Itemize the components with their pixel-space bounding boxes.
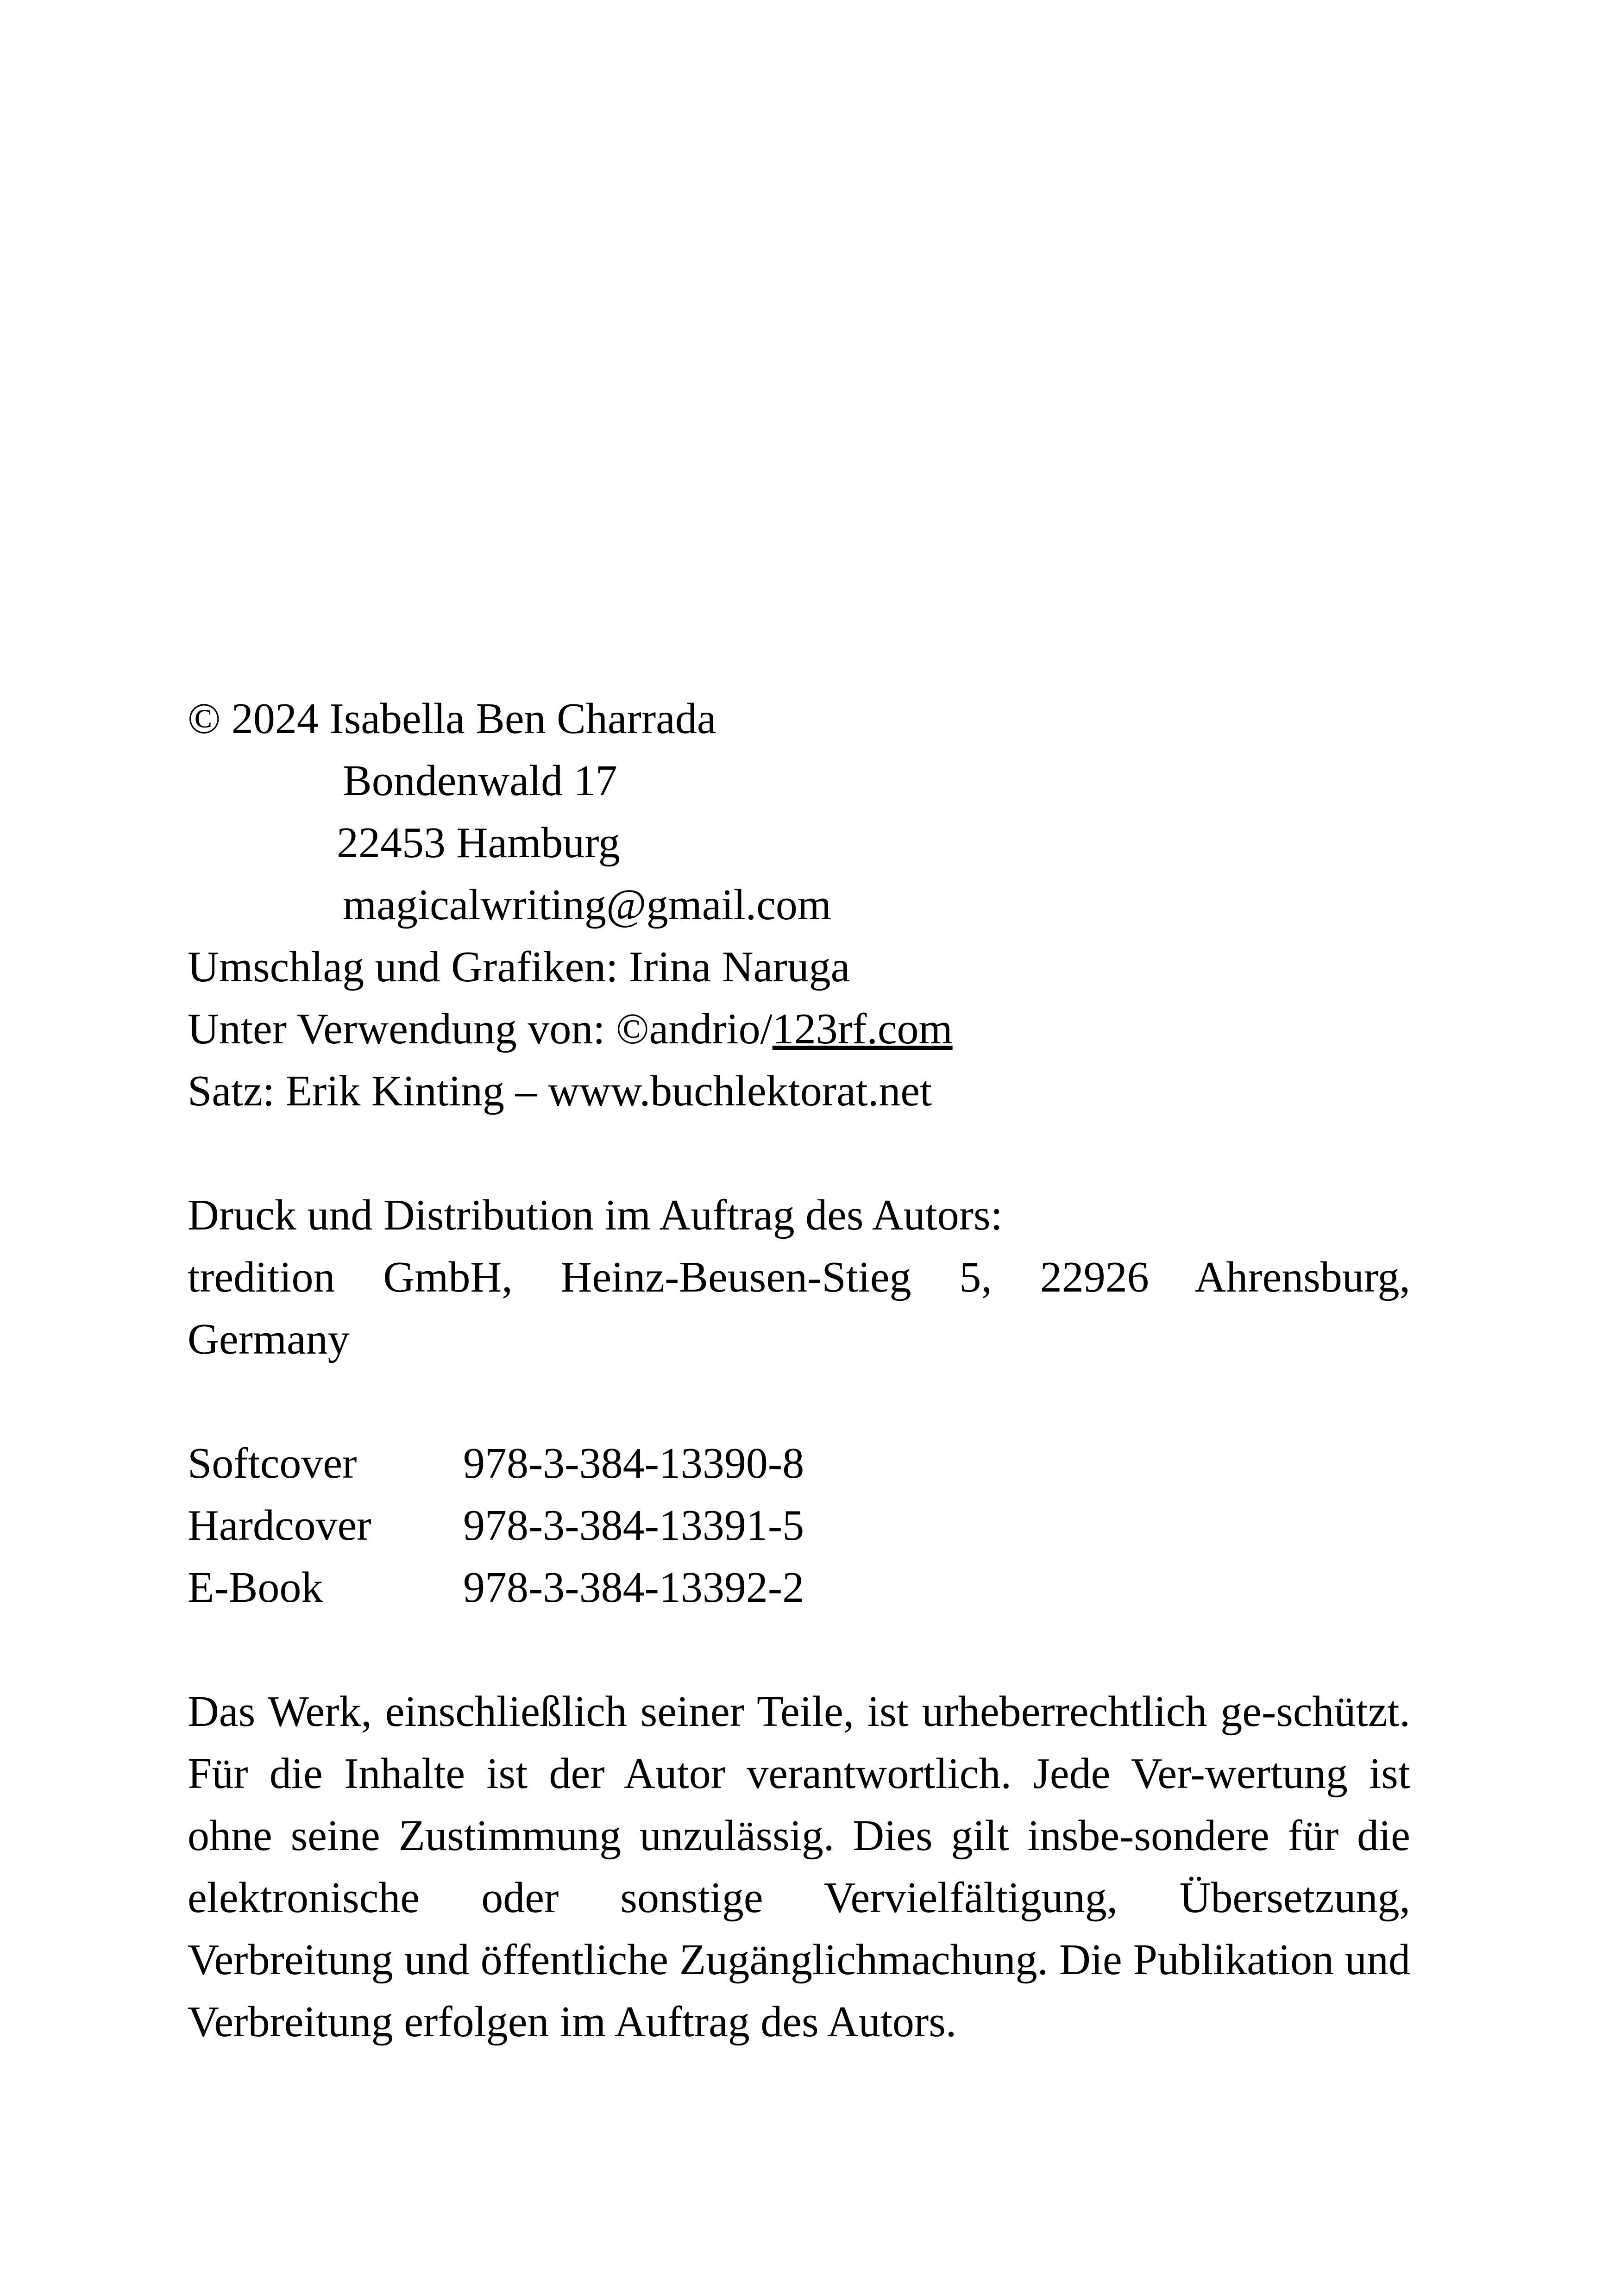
legal-notice: Das Werk, einschließlich seiner Teile, ist urheberrechtlich ge-schützt. Für die Inhalte ist der Autor verantwortlich. Jede Ver-wertung ist ohne seine Zustimmung unzulässig. Dies gilt insbe-sondere für die elektronische oder sonstige Vervielfältigung, Übersetzung, Verbreitung und öffentliche Zugänglichmachung. Die Publikation und Verbreitung erfolgen im Auftrag des Autors. [188,1687,1410,2046]
address-city: 22453 Hamburg [337,819,620,867]
publisher-country: Germany [188,1315,350,1363]
isbn-row-hardcover [188,1494,1410,1556]
image-credit-prefix: Unter Verwendung von: ©andrio/ [188,1005,773,1053]
isbn-label: E-Book [188,1563,323,1612]
isbn-number: 978-3-384-13390-8 [463,1439,804,1487]
spacer [188,1618,1410,1681]
image-credit-link[interactable]: 123rf.com [772,1005,953,1053]
isbn-row-softcover [188,1432,1410,1494]
isbn-number: 978-3-384-13392-2 [463,1563,804,1612]
isbn-label: Softcover [188,1439,357,1487]
image-credit [188,998,1410,1060]
isbn-label: Hardcover [188,1501,371,1549]
spacer [188,1370,1410,1432]
address-street: Bondenwald 17 [343,757,617,805]
isbn-number: 978-3-384-13391-5 [463,1501,804,1549]
publisher-address: tredition GmbH, Heinz-Beusen-Stieg 5, 22926 Ahrensburg, [188,1253,1410,1301]
cover-credit: Umschlag und Grafiken: Irina Naruga [188,943,850,991]
typesetting-credit: Satz: Erik Kinting – www.buchlektorat.net [188,1067,932,1115]
spacer [188,1122,1410,1184]
imprint-block [188,688,1410,2053]
copyright-line: © 2024 Isabella Ben Charrada [188,695,716,743]
printing-heading: Druck und Distribution im Auftrag des Autors: [188,1191,1003,1239]
contact-email: magicalwriting@gmail.com [343,881,832,929]
isbn-row-ebook [188,1556,1410,1618]
